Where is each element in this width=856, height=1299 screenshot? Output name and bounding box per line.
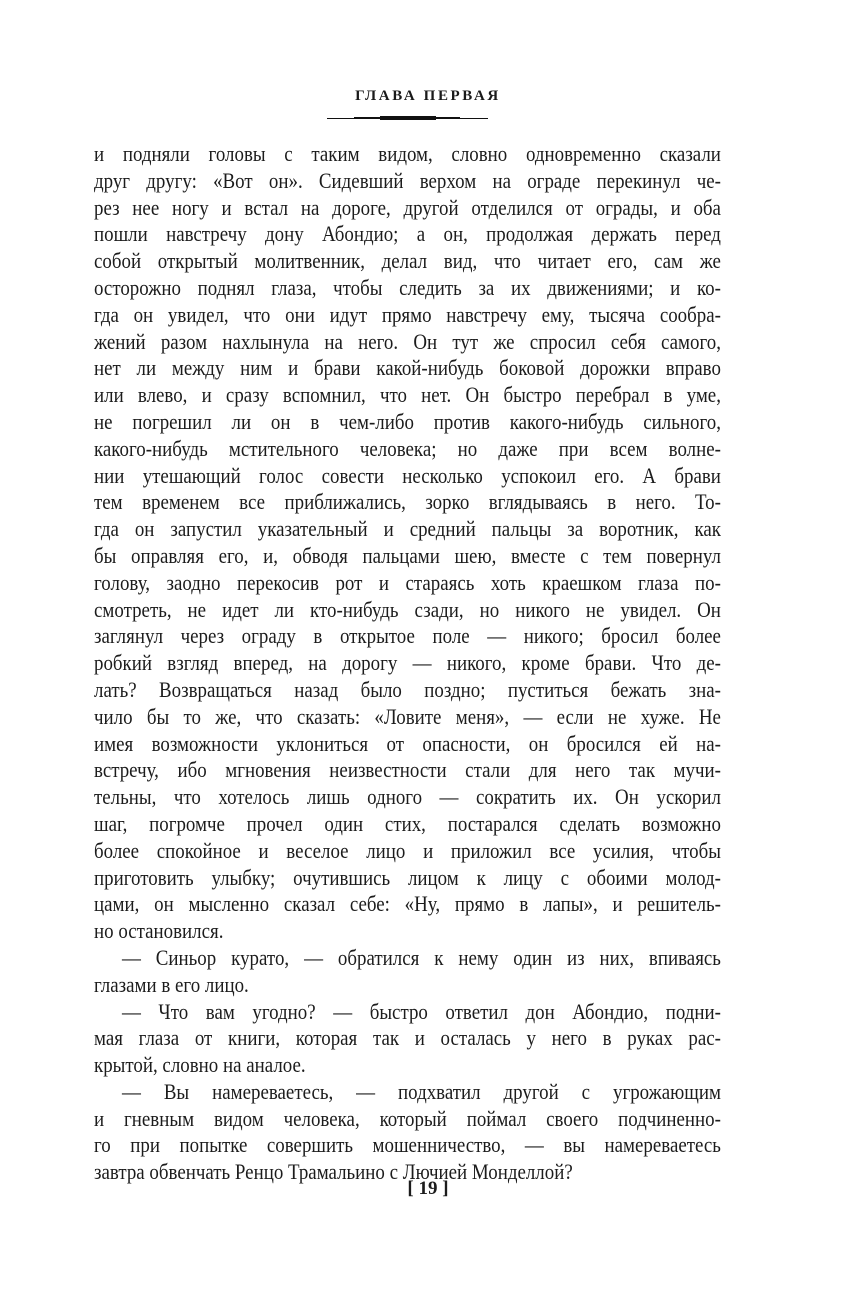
text-line: собой открытый молитвенник, делал вид, что читает его, сам же bbox=[94, 248, 721, 274]
text-line: нет ли между ним и брави какой-нибудь боковой дорожки вправо bbox=[94, 355, 721, 381]
text-line: бы оправляя его, и, обводя пальцами шею, вместе с тем повернул bbox=[94, 542, 721, 568]
text-line: более спокойное и веселое лицо и приложил все усилия, чтобы bbox=[94, 837, 721, 863]
text-line: встречу, ибо мгновения неизвестности стали для него так мучи- bbox=[94, 757, 721, 783]
text-line: друг другу: «Вот он». Сидевший верхом на ограде перекинул че- bbox=[94, 167, 721, 193]
text-line: шаг, погромче прочел один стих, постарался сделать возможно bbox=[94, 810, 721, 836]
text-line: и гневным видом человека, который поймал своего подчиненно- bbox=[94, 1105, 721, 1131]
text-line: рез нее ногу и встал на дороге, другой отделился от ограды, и оба bbox=[94, 194, 721, 220]
text-line: гда он запустил указательный и средний пальцы за воротник, как bbox=[94, 516, 721, 542]
text-line: осторожно поднял глаза, чтобы следить за их движениями; и ко- bbox=[94, 274, 721, 300]
text-line: робкий взгляд вперед, на дорогу — никого, кроме брави. Что де- bbox=[94, 650, 721, 676]
text-line: пошли навстречу дону Абондио; а он, продолжая держать перед bbox=[94, 221, 721, 247]
text-line: чило бы то же, что сказать: «Ловите меня», — если не хуже. Не bbox=[94, 703, 721, 729]
text-line: — Синьор курато, — обратился к нему один из них, впиваясь bbox=[121, 944, 721, 970]
header-ornament-rule-thick bbox=[380, 116, 436, 120]
text-line: — Вы намереваетесь, — подхватил другой с угрожающим bbox=[121, 1078, 721, 1104]
page-number: [ 19 ] bbox=[407, 1178, 449, 1199]
text-line: или влево, и сразу вспомнил, что нет. Он быстро перебрал в уме, bbox=[94, 382, 721, 408]
text-line: мая глаза от книги, которая так и осталась у него в руках рас- bbox=[94, 1025, 721, 1051]
text-line: и подняли головы с таким видом, словно одновременно сказали bbox=[94, 141, 721, 166]
text-line: нии утешающий голос совести несколько успокоил его. А брави bbox=[94, 462, 721, 488]
text-line: жений разом нахлынула на него. Он тут же спросил себя самого, bbox=[94, 328, 721, 354]
text-line: тельны, что хотелось лишь одного — сократить их. Он ускорил bbox=[94, 784, 721, 810]
text-line: имея возможности уклониться от опасности, он бросился ей на- bbox=[94, 730, 721, 756]
running-head-chapter-title: ГЛАВА ПЕРВАЯ bbox=[355, 88, 501, 104]
text-line: смотреть, не идет ли кто-нибудь сзади, но никого не увидел. Он bbox=[94, 596, 721, 622]
text-line: тем временем все приближались, зорко вглядываясь в него. То- bbox=[94, 489, 721, 515]
text-line: не погрешил ли он в чем-либо против какого-нибудь сильного, bbox=[94, 408, 721, 434]
text-line: какого-нибудь мстительного человека; но даже при всем волне- bbox=[94, 435, 721, 461]
text-line: глазами в его лицо. bbox=[94, 971, 249, 997]
text-line: но остановился. bbox=[94, 918, 224, 944]
text-line: — Что вам угодно? — быстро ответил дон Абондио, подни- bbox=[121, 998, 721, 1024]
body-text bbox=[94, 141, 721, 1186]
text-line: лать? Возвращаться назад было поздно; пуститься бежать зна- bbox=[94, 676, 721, 702]
text-line: голову, заодно перекосив рот и стараясь хоть краешком глаза по- bbox=[94, 569, 721, 595]
text-line: крытой, словно на аналое. bbox=[94, 1052, 306, 1078]
text-line: завтра обвенчать Ренцо Трамальино с Лючией Монделлой? bbox=[94, 1159, 573, 1185]
text-line: го при попытке совершить мошенничество, — вы намереваетесь bbox=[94, 1132, 721, 1158]
text-line: цами, он мысленно сказал себе: «Ну, прямо в лапы», и решитель- bbox=[94, 891, 721, 917]
text-line: заглянул через ограду в открытое поле — никого; бросил более bbox=[94, 623, 721, 649]
text-line: приготовить улыбку; очутившись лицом к лицу с обоими молод- bbox=[94, 864, 721, 890]
text-line: гда он увидел, что они идут прямо навстречу ему, тысяча сообра- bbox=[94, 301, 721, 327]
